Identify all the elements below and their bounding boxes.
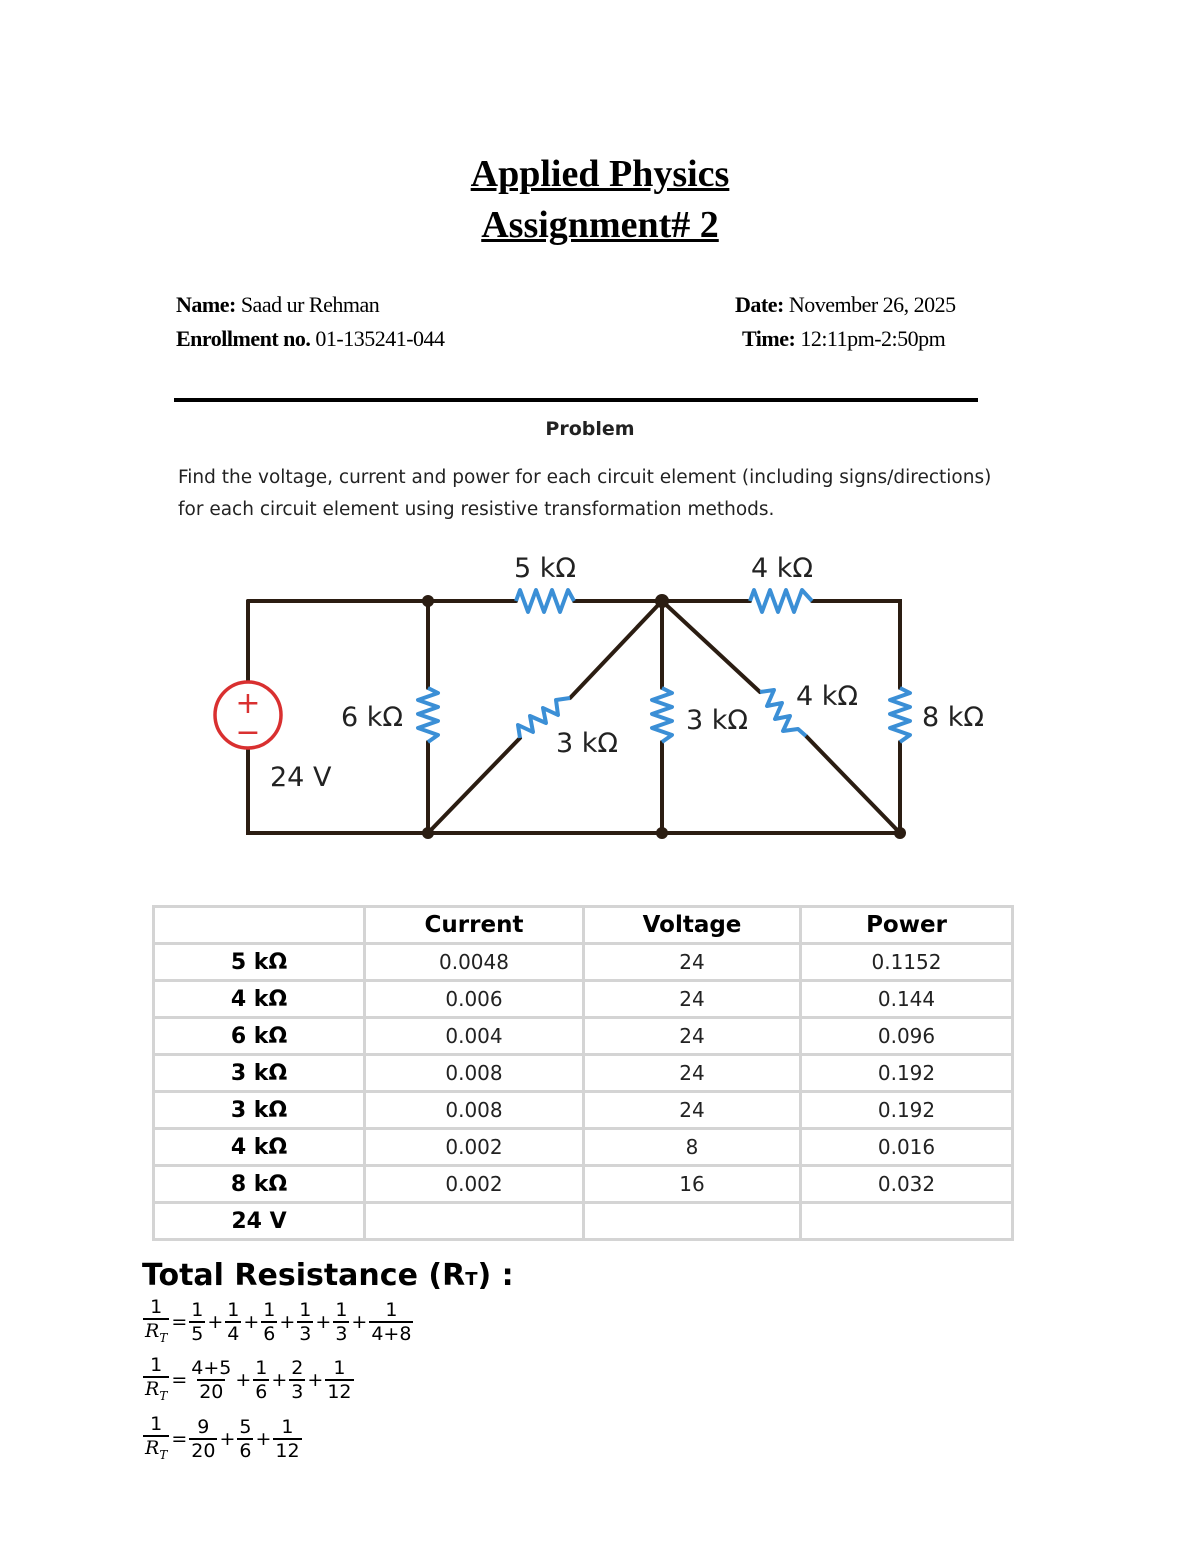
table-header-row — [154, 907, 1013, 944]
total-heading-tail: ) : — [477, 1258, 514, 1293]
row-label: 8 kΩ — [154, 1166, 365, 1203]
voltage-cell: 24 — [584, 981, 801, 1018]
time-value: 12:11pm-2:50pm — [800, 326, 946, 351]
fraction: $\frac{2}{3}$ — [291, 1357, 304, 1404]
power-cell: 0.032 — [801, 1166, 1013, 1203]
time-label: Time: — [742, 326, 796, 351]
node-top-left — [422, 595, 434, 607]
doc-title-line2: Assignment# 2 — [481, 204, 719, 246]
fraction: $\frac{1}{6}$ — [255, 1357, 268, 1404]
doc-time — [742, 326, 945, 352]
doc-date — [735, 292, 956, 318]
table-row — [154, 1092, 1013, 1129]
resistor-3k-vertical — [652, 688, 672, 742]
doc-title-line1: Applied Physics — [470, 153, 730, 195]
header-power: Power — [801, 907, 1013, 944]
header-voltage: Voltage — [584, 907, 801, 944]
name-value: Saad ur Rehman — [240, 292, 380, 317]
date-value: November 26, 2025 — [788, 292, 956, 317]
fraction: $\frac{1}{12}$ — [275, 1416, 300, 1463]
power-cell: 0.192 — [801, 1092, 1013, 1129]
voltage-cell: 24 — [584, 944, 801, 981]
row-label: 4 kΩ — [154, 981, 365, 1018]
name-label: Name: — [176, 292, 236, 317]
circuit-labels — [270, 553, 984, 793]
current-cell: 0.008 — [365, 1055, 584, 1092]
power-cell: 0.016 — [801, 1129, 1013, 1166]
equation-3: $\frac{1}{R_T}$ = $\frac{9}{20}$ + $\frac{5}{6}$ + $\frac{1}{12}$ — [142, 1413, 303, 1466]
fraction: $\frac{1}{5}$ — [191, 1299, 204, 1346]
student-name — [176, 292, 379, 318]
label-3k-vertical: 3 kΩ — [686, 705, 749, 736]
current-cell: 0.0048 — [365, 944, 584, 981]
label-source: 24 V — [270, 762, 332, 793]
current-cell: 0.008 — [365, 1092, 584, 1129]
current-cell: 0.006 — [365, 981, 584, 1018]
node-top-center — [655, 594, 669, 608]
power-cell: 0.096 — [801, 1018, 1013, 1055]
problem-heading: Problem — [545, 418, 635, 440]
resistor-6k — [418, 688, 438, 742]
equation-2: $\frac{1}{R_T}$ = $\frac{4+5}{20}$ + $\frac{1}{6}$ + $\frac{2}{3}$ + $\frac{1}{12}$ — [142, 1354, 355, 1407]
eq3-lhs: $\frac{1}{R_T}$ — [143, 1413, 169, 1466]
divider-rule — [174, 398, 978, 402]
table-row — [154, 1055, 1013, 1092]
source-minus: − — [235, 715, 261, 750]
header-current: Current — [365, 907, 584, 944]
total-heading-sub: T — [465, 1269, 478, 1290]
fraction: $\frac{1}{4}$ — [227, 1299, 240, 1346]
table-row — [154, 1129, 1013, 1166]
voltage-cell: 24 — [584, 1018, 801, 1055]
table-row — [154, 981, 1013, 1018]
source-plus: + — [235, 686, 261, 721]
fraction: $\frac{5}{6}$ — [239, 1416, 252, 1463]
current-cell — [365, 1203, 584, 1240]
row-label: 6 kΩ — [154, 1018, 365, 1055]
label-8k: 8 kΩ — [922, 702, 985, 733]
voltage-cell: 24 — [584, 1055, 801, 1092]
row-label: 3 kΩ — [154, 1055, 365, 1092]
resistor-8k — [890, 688, 910, 742]
eq2-lhs: $\frac{1}{R_T}$ — [143, 1354, 169, 1407]
fraction: $\frac{1}{3}$ — [299, 1299, 312, 1346]
voltage-cell: 16 — [584, 1166, 801, 1203]
table-row — [154, 1018, 1013, 1055]
header-blank — [154, 907, 365, 944]
label-4k-diagonal: 4 kΩ — [796, 681, 859, 712]
enroll-value: 01-135241-044 — [315, 326, 445, 351]
fraction: $\frac{4+5}{20}$ — [191, 1357, 232, 1404]
student-enrollment — [176, 326, 445, 352]
table-row — [154, 1166, 1013, 1203]
label-3k-diagonal: 3 kΩ — [556, 728, 619, 759]
eq1-lhs: $\frac{1}{R_T}$ — [143, 1296, 169, 1349]
voltage-cell: 8 — [584, 1129, 801, 1166]
current-cell: 0.002 — [365, 1129, 584, 1166]
resistor-5k — [516, 590, 574, 612]
voltage-source — [215, 682, 281, 750]
table-row — [154, 1203, 1013, 1240]
row-label: 3 kΩ — [154, 1092, 365, 1129]
fraction: $\frac{9}{20}$ — [191, 1416, 216, 1463]
current-cell: 0.004 — [365, 1018, 584, 1055]
problem-text: Find the voltage, current and power for each circuit element (including signs/directions) for each circuit element using resistive transformation methods. — [178, 467, 992, 520]
label-6k: 6 kΩ — [341, 702, 404, 733]
row-label: 4 kΩ — [154, 1129, 365, 1166]
label-5k: 5 kΩ — [513, 553, 577, 584]
power-cell — [801, 1203, 1013, 1240]
label-4k-top: 4 kΩ — [750, 553, 814, 584]
row-label: 5 kΩ — [154, 944, 365, 981]
fraction: $\frac{1}{12}$ — [327, 1357, 352, 1404]
resistor-4k-top — [750, 590, 812, 612]
equation-1: $\frac{1}{R_T}$ = $\frac{1}{5}$ + $\frac{1}{4}$ + $\frac{1}{6}$ + $\frac{1}{3}$ + $\frac{1}{3}$ + $\frac{1}{4+8}$ — [142, 1296, 414, 1349]
current-cell: 0.002 — [365, 1166, 584, 1203]
fraction: $\frac{1}{6}$ — [263, 1299, 276, 1346]
power-cell: 0.144 — [801, 981, 1013, 1018]
wire-top-right — [812, 601, 900, 688]
node-bottom-right — [894, 827, 906, 839]
voltage-cell: 24 — [584, 1092, 801, 1129]
total-heading-text: Total Resistance (R — [142, 1258, 466, 1293]
fraction: $\frac{1}{3}$ — [335, 1299, 348, 1346]
node-bottom-center — [656, 827, 668, 839]
power-cell: 0.192 — [801, 1055, 1013, 1092]
table-row — [154, 944, 1013, 981]
enroll-label: Enrollment no. — [176, 326, 311, 351]
power-cell: 0.1152 — [801, 944, 1013, 981]
total-resistance-heading — [142, 1258, 514, 1293]
voltage-cell — [584, 1203, 801, 1240]
node-bottom-left — [422, 827, 434, 839]
date-label: Date: — [735, 292, 784, 317]
results-table — [152, 905, 1014, 1241]
wire-bottom — [248, 746, 900, 833]
circuit-diagram — [200, 540, 1020, 850]
row-label: 24 V — [154, 1203, 365, 1240]
fraction: $\frac{1}{4+8}$ — [371, 1299, 412, 1346]
